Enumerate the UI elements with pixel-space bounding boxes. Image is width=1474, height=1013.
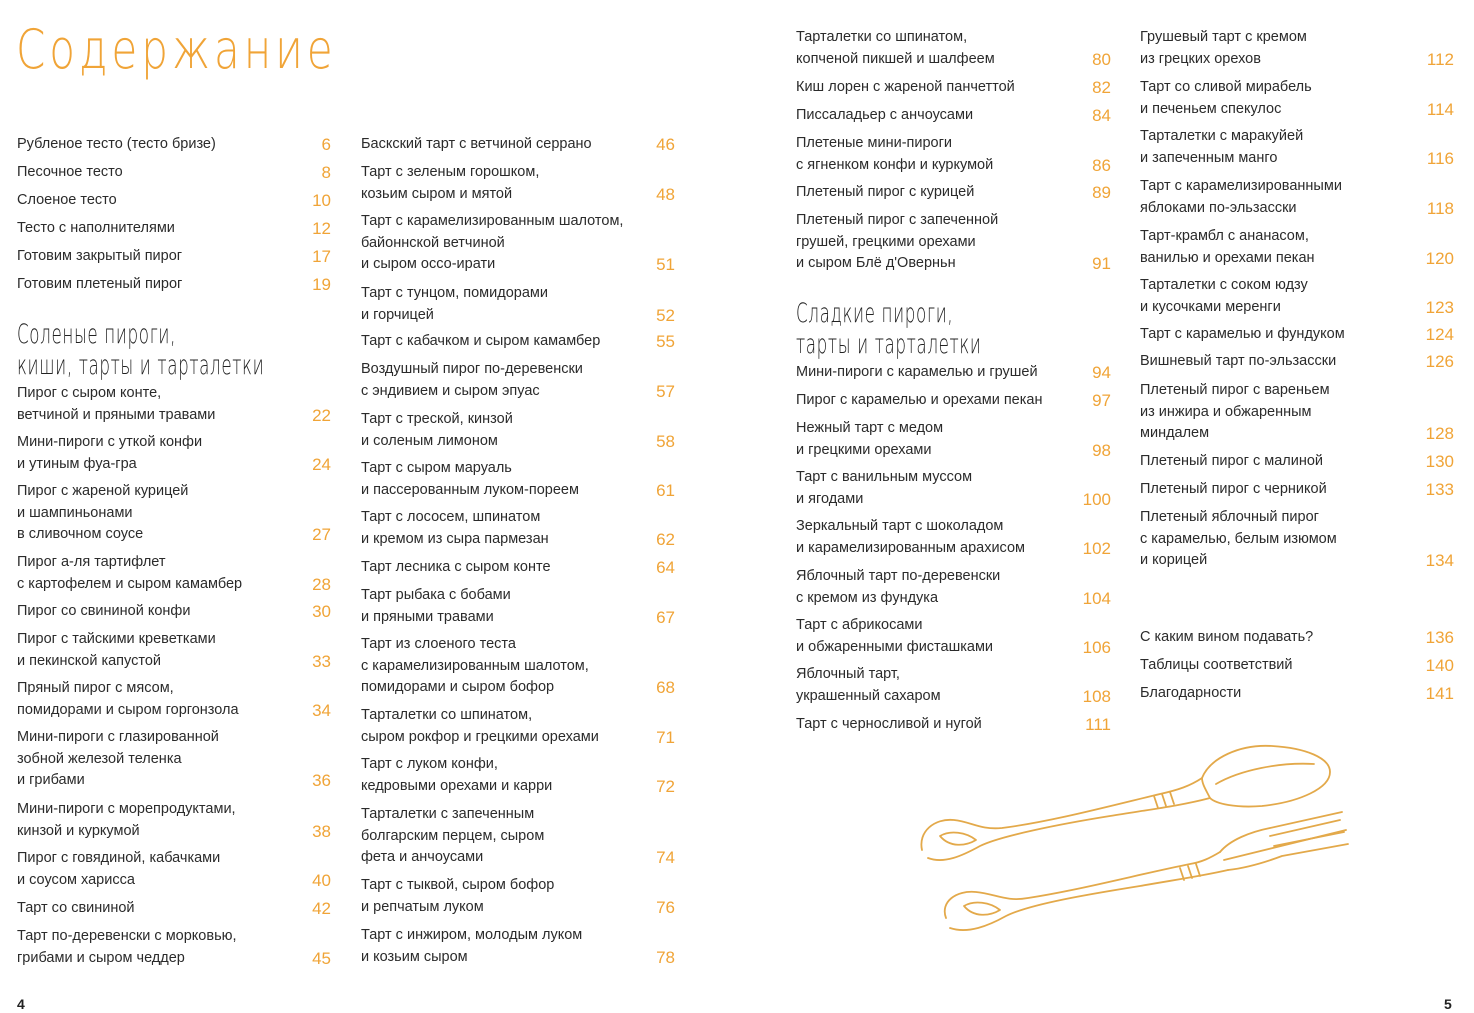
section-title-line: киши, тарты и тарталетки — [17, 350, 265, 381]
toc-entry — [17, 432, 331, 475]
toc-entry-title-line: Яблочный тарт, — [796, 666, 900, 682]
toc-entry — [17, 727, 331, 792]
toc-entry — [796, 105, 1111, 127]
toc-entry-page-number: 6 — [321, 135, 331, 154]
toc-entry-title-line: болгарским перцем, сыром — [361, 827, 545, 844]
toc-entry — [796, 714, 1111, 736]
toc-entry-page-number: 74 — [656, 848, 675, 868]
toc-entry-page-number: 22 — [312, 405, 331, 425]
toc-entry-page-number: 120 — [1425, 248, 1454, 268]
toc-entry-page-number: 58 — [656, 431, 675, 451]
toc-entry-title-line: Писсаладьер с анчоусами — [796, 107, 974, 123]
toc-entry — [796, 133, 1111, 176]
toc-entry — [1140, 683, 1454, 705]
toc-entry — [361, 634, 675, 699]
toc-entry-title-line: Тарт рыбака с бобами — [361, 587, 511, 603]
toc-entry-page-number: 71 — [656, 727, 675, 747]
toc-entry-title-line: и корицей — [1140, 552, 1208, 569]
toc-entry — [361, 211, 675, 276]
section-title-savory — [17, 319, 264, 381]
toc-entry — [1140, 479, 1454, 501]
toc-entry-page-number: 136 — [1425, 628, 1454, 647]
toc-entry — [796, 418, 1111, 461]
toc-entry-title-line: Тарт с треской, кинзой — [361, 411, 513, 427]
toc-entry-title-line: Мини-пироги с уткой конфи — [17, 434, 203, 450]
toc-entry-title-line: Вишневый тарт по-эльзасски — [1140, 353, 1337, 369]
section-title-sweet — [796, 298, 982, 360]
toc-entry — [361, 507, 675, 550]
toc-entry-title-line: Тарт с черносливой и нугой — [796, 716, 982, 732]
toc-entry-title-line: яблоками по-эльзасски — [1140, 199, 1297, 216]
toc-entry — [17, 246, 331, 268]
toc-entry-page-number: 118 — [1426, 198, 1454, 218]
toc-entry-title-line: Тарталетки с соком юдзу — [1140, 277, 1308, 293]
toc-entry — [1140, 351, 1454, 373]
toc-entry-title-line: Тарт с карамелизированным шалотом, — [361, 213, 624, 229]
section-title-line: Соленые пироги, — [17, 319, 177, 350]
page-title: Содержание — [16, 18, 337, 81]
toc-entry — [796, 390, 1111, 412]
toc-entry-title-line: Тарт с карамелизированными — [1140, 178, 1342, 194]
toc-entry-title-line: и кремом из сыра пармезан — [361, 530, 549, 547]
toc-entry-title-line: Плетеный пирог с вареньем — [1140, 382, 1330, 398]
toc-entry — [17, 274, 331, 296]
page-number-right: 5 — [1444, 996, 1452, 1012]
toc-entry-page-number: 116 — [1426, 148, 1454, 168]
toc-entry-page-number: 124 — [1425, 325, 1454, 344]
toc-entry-title-line: Тарт с зеленым горошком, — [361, 164, 540, 180]
toc-entry-title-line: в сливочном соусе — [17, 526, 144, 543]
toc-entry-page-number: 42 — [312, 899, 331, 918]
section-title-line: Сладкие пироги, — [796, 298, 954, 329]
toc-entry-page-number: 98 — [1092, 440, 1111, 460]
toc-entry-page-number: 36 — [312, 771, 331, 791]
toc-entry-title-line: Таблицы соответствий — [1140, 657, 1293, 673]
toc-entry-title-line: с картофелем и сыром камамбер — [17, 575, 243, 592]
toc-entry-page-number: 64 — [656, 558, 675, 577]
toc-entry-page-number: 91 — [1092, 254, 1111, 274]
toc-entry — [17, 629, 331, 672]
toc-entry — [361, 458, 675, 501]
toc-entry — [17, 162, 331, 184]
toc-entry-page-number: 104 — [1082, 588, 1111, 608]
toc-entry — [1140, 380, 1454, 445]
toc-entry — [17, 190, 331, 212]
toc-entry-page-number: 126 — [1425, 352, 1454, 371]
toc-entry-title-line: и печеньем спекулос — [1140, 100, 1282, 117]
toc-entry — [796, 566, 1111, 609]
toc-entry — [1140, 77, 1454, 120]
toc-entry — [17, 678, 331, 721]
toc-entry-title-line: и сыром Блё д'Оверньн — [796, 255, 956, 272]
toc-entry — [361, 585, 675, 628]
toc-entry-title-line: ветчиной и пряными травами — [17, 406, 216, 423]
toc-entry-title-line: Тарт по-деревенски с морковью, — [17, 928, 237, 944]
toc-entry-page-number: 86 — [1092, 155, 1111, 175]
toc-entry-page-number: 111 — [1085, 715, 1111, 734]
toc-entry-title-line: помидорами и сыром горгонзола — [17, 701, 239, 718]
toc-entry-title-line: помидорами и сыром бофор — [361, 679, 555, 696]
toc-entry-page-number: 10 — [312, 191, 331, 210]
toc-entry-title-line: Тарт с луком конфи, — [361, 756, 498, 772]
toc-entry-page-number: 40 — [312, 870, 331, 890]
toc-entry-title-line: кинзой и куркумой — [17, 822, 140, 839]
toc-entry-title-line: кедровыми орехами и карри — [361, 777, 553, 794]
toc-entry — [1140, 451, 1454, 473]
toc-entry — [1140, 655, 1454, 677]
toc-entry-page-number: 97 — [1092, 391, 1111, 410]
toc-entry-title-line: Мини-пироги с морепродуктами, — [17, 801, 236, 817]
toc-entry-title-line: и сыром оссо-ирати — [361, 256, 496, 273]
toc-entry — [361, 754, 675, 797]
toc-entry-page-number: 28 — [312, 574, 331, 594]
toc-entry-page-number: 67 — [656, 607, 675, 627]
toc-entry-title-line: грибами и сыром чеддер — [17, 949, 185, 966]
toc-entry-title-line: Тарт с кабачком и сыром камамбер — [361, 333, 601, 349]
toc-entry — [796, 182, 1111, 204]
toc-entry-page-number: 38 — [312, 821, 331, 841]
toc-entry-page-number: 102 — [1082, 538, 1111, 558]
toc-entry-page-number: 17 — [312, 247, 331, 266]
cutlery-illustration — [910, 740, 1350, 970]
toc-entry-title-line: с кремом из фундука — [796, 589, 939, 606]
toc-entry — [17, 218, 331, 240]
toc-entry-title-line: Плетеный яблочный пирог — [1140, 509, 1319, 525]
toc-entry-page-number: 61 — [656, 480, 675, 500]
toc-entry — [361, 875, 675, 918]
toc-entry-title-line: Тарт с ванильным муссом — [796, 469, 973, 485]
toc-entry-title-line: и утиным фуа-гра — [17, 455, 137, 472]
toc-entry — [796, 467, 1111, 510]
toc-entry-title-line: и козьим сыром — [361, 948, 468, 965]
toc-entry — [17, 481, 331, 546]
toc-entry — [1140, 27, 1454, 70]
toc-entry — [361, 557, 675, 579]
toc-entry-title-line: зобной железой теленка — [17, 750, 182, 767]
toc-entry-title-line: Готовим закрытый пирог — [17, 248, 183, 264]
toc-entry-title-line: фета и анчоусами — [361, 849, 484, 866]
toc-entry — [1140, 507, 1454, 572]
toc-entry-page-number: 89 — [1092, 183, 1111, 202]
toc-entry — [361, 359, 675, 402]
toc-entry-title-line: и кусочками меренги — [1140, 298, 1281, 315]
toc-entry-title-line: сыром рокфор и грецкими орехами — [361, 728, 599, 745]
toc-entry — [796, 27, 1111, 70]
toc-entry — [361, 409, 675, 452]
toc-entry-page-number: 72 — [656, 776, 675, 796]
toc-entry — [17, 134, 331, 156]
toc-entry-page-number: 27 — [312, 525, 331, 545]
toc-entry-title-line: Тарт с инжиром, молодым луком — [361, 927, 583, 943]
toc-entry-title-line: и соусом харисса — [17, 871, 135, 888]
toc-entry-title-line: Тесто с наполнителями — [17, 220, 175, 236]
toc-entry-page-number: 106 — [1082, 637, 1111, 657]
toc-entry-title-line: С каким вином подавать? — [1140, 629, 1314, 645]
toc-entry-title-line: Плетеный пирог с черникой — [1140, 481, 1327, 497]
toc-entry — [796, 77, 1111, 99]
toc-entry-title-line: и пекинской капустой — [17, 652, 162, 669]
toc-entry — [17, 848, 331, 891]
toc-entry-title-line: и ягодами — [796, 490, 864, 507]
toc-entry-page-number: 112 — [1426, 49, 1454, 69]
spoon-icon — [921, 746, 1330, 860]
toc-entry — [361, 925, 675, 968]
toc-entry-title-line: Пирог с сыром конте, — [17, 385, 162, 401]
toc-entry-title-line: из грецких орехов — [1140, 50, 1261, 67]
toc-entry-title-line: и соленым лимоном — [361, 432, 498, 449]
toc-entry-page-number: 108 — [1082, 686, 1111, 706]
toc-entry — [17, 552, 331, 595]
toc-entry-page-number: 45 — [312, 948, 331, 968]
toc-entry-title-line: Пряный пирог с мясом, — [17, 680, 174, 696]
toc-entry — [796, 362, 1111, 384]
toc-entry-title-line: Киш лорен с жареной панчеттой — [796, 79, 1015, 95]
toc-entry — [796, 664, 1111, 707]
toc-entry-title-line: и запеченным манго — [1140, 149, 1278, 166]
toc-entry-title-line: Слоеное тесто — [17, 192, 117, 208]
toc-entry-page-number: 51 — [656, 255, 675, 275]
toc-entry-title-line: Тарталетки со шпинатом, — [361, 707, 533, 723]
toc-entry-page-number: 123 — [1425, 297, 1454, 317]
toc-entry-title-line: с эндивием и сыром эпуас — [361, 382, 540, 399]
toc-entry — [796, 210, 1111, 275]
toc-entry-page-number: 34 — [312, 700, 331, 720]
toc-entry-title-line: ванилью и орехами пекан — [1140, 249, 1315, 266]
toc-entry — [1140, 275, 1454, 318]
toc-entry-title-line: Плетеный пирог с запеченной — [796, 212, 999, 228]
toc-entry-title-line: Пирог с жареной курицей — [17, 483, 189, 499]
toc-entry-title-line: Тарт с карамелью и фундуком — [1140, 326, 1345, 342]
toc-entry-page-number: 68 — [656, 678, 675, 698]
toc-entry-title-line: и грецкими орехами — [796, 441, 932, 458]
toc-entry-title-line: копченой пикшей и шалфеем — [796, 50, 995, 67]
toc-entry-title-line: Тарт с тунцом, помидорами — [361, 285, 548, 301]
toc-entry-title-line: из инжира и обжаренным — [1140, 403, 1312, 420]
toc-entry-title-line: Яблочный тарт по-деревенски — [796, 568, 1001, 584]
toc-entry-title-line: и карамелизированным арахисом — [796, 539, 1025, 556]
toc-entry-title-line: Плетеный пирог с малиной — [1140, 453, 1324, 469]
toc-entry-title-line: Рубленое тесто (тесто бризе) — [17, 136, 216, 152]
toc-entry-page-number: 62 — [656, 529, 675, 549]
toc-entry-title-line: миндалем — [1140, 425, 1210, 442]
toc-entry-title-line: Мини-пироги с карамелью и грушей — [796, 364, 1038, 380]
toc-entry — [361, 134, 675, 156]
toc-entry-title-line: и репчатым луком — [361, 898, 484, 915]
toc-entry-page-number: 12 — [312, 219, 331, 238]
toc-entry-title-line: Пирог с карамелью и орехами пекан — [796, 392, 1043, 408]
toc-entry — [1140, 176, 1454, 219]
toc-entry-title-line: Тарт с абрикосами — [796, 617, 923, 633]
toc-entry-page-number: 140 — [1425, 656, 1454, 675]
toc-entry-page-number: 80 — [1092, 49, 1111, 69]
toc-entry-title-line: и обжаренными фисташками — [796, 638, 994, 655]
toc-entry-page-number: 94 — [1092, 363, 1111, 382]
toc-entry-title-line: Пирог со свининой конфи — [17, 603, 191, 619]
toc-entry-title-line: Благодарности — [1140, 685, 1242, 701]
toc-entry-title-line: и пряными травами — [361, 608, 494, 625]
toc-entry — [361, 331, 675, 353]
page-number-left: 4 — [17, 996, 25, 1012]
toc-entry-title-line: Плетеные мини-пироги — [796, 135, 953, 151]
toc-entry-title-line: Тарт со свининой — [17, 900, 135, 916]
toc-entry-title-line: с карамелью, белым изюмом — [1140, 530, 1337, 547]
toc-entry-title-line: козьим сыром и мятой — [361, 185, 513, 202]
toc-entry — [17, 926, 331, 969]
toc-entry-page-number: 48 — [656, 184, 675, 204]
toc-entry-page-number: 84 — [1092, 106, 1111, 125]
toc-entry-title-line: Тарт с лососем, шпинатом — [361, 509, 541, 525]
toc-entry-title-line: Воздушный пирог по-деревенски — [361, 361, 583, 377]
toc-entry-title-line: Тарталетки со шпинатом, — [796, 29, 968, 45]
toc-entry — [796, 516, 1111, 559]
toc-entry-title-line: Тарталетки с маракуйей — [1140, 128, 1304, 144]
toc-entry-title-line: и пассерованным луком-пореем — [361, 481, 579, 498]
toc-entry-title-line: и горчицей — [361, 306, 434, 323]
toc-entry-title-line: и шампиньонами — [17, 504, 133, 521]
toc-entry-title-line: Нежный тарт с медом — [796, 420, 944, 436]
toc-entry-title-line: Тарталетки с запеченным — [361, 806, 535, 822]
toc-entry-page-number: 78 — [656, 947, 675, 967]
toc-entry-page-number: 19 — [312, 275, 331, 294]
section-title-line: тарты и тарталетки — [796, 329, 982, 360]
toc-entry-title-line: Тарт со сливой мирабель — [1140, 79, 1312, 95]
toc-entry-title-line: Зеркальный тарт с шоколадом — [796, 518, 1004, 534]
toc-entry-page-number: 82 — [1092, 78, 1111, 97]
toc-entry-page-number: 141 — [1425, 684, 1454, 703]
toc-entry-page-number: 55 — [656, 332, 675, 351]
toc-entry — [17, 898, 331, 920]
toc-entry — [1140, 226, 1454, 269]
toc-entry — [361, 804, 675, 869]
toc-entry-page-number: 128 — [1425, 424, 1454, 444]
toc-entry-title-line: Тарт из слоеного теста — [361, 636, 516, 652]
toc-entry-title-line: Пирог с тайскими креветками — [17, 631, 216, 647]
toc-entry-title-line: Пирог а-ля тартифлет — [17, 554, 166, 570]
toc-entry-title-line: украшенный сахаром — [796, 687, 941, 704]
toc-entry — [17, 383, 331, 426]
toc-entry-page-number: 133 — [1425, 480, 1454, 499]
toc-entry-page-number: 46 — [656, 135, 675, 154]
toc-entry-title-line: Тарт-крамбл с ананасом, — [1140, 228, 1309, 244]
toc-entry-title-line: Пирог с говядиной, кабачками — [17, 850, 221, 866]
toc-entry-page-number: 33 — [312, 651, 331, 671]
toc-entry-title-line: Мини-пироги с глазированной — [17, 729, 219, 745]
toc-entry-page-number: 30 — [312, 602, 331, 621]
toc-entry-title-line: с ягненком конфи и куркумой — [796, 156, 994, 173]
toc-entry — [361, 705, 675, 748]
toc-entry-title-line: Песочное тесто — [17, 164, 123, 180]
toc-entry-page-number: 57 — [656, 381, 675, 401]
toc-entry-title-line: байоннской ветчиной — [361, 234, 505, 251]
toc-entry-page-number: 24 — [312, 454, 331, 474]
toc-entry-title-line: и грибами — [17, 772, 85, 789]
toc-entry — [1140, 627, 1454, 649]
toc-entry-page-number: 100 — [1082, 489, 1111, 509]
toc-entry — [796, 615, 1111, 658]
toc-entry-title-line: с карамелизированным шалотом, — [361, 657, 589, 674]
toc-entry — [361, 162, 675, 205]
toc-entry-page-number: 130 — [1425, 452, 1454, 471]
toc-entry-title-line: Тарт с тыквой, сыром бофор — [361, 877, 555, 893]
toc-entry-page-number: 76 — [656, 897, 675, 917]
toc-entry — [361, 283, 675, 326]
toc-entry-title-line: Грушевый тарт с кремом — [1140, 29, 1307, 45]
toc-entry-title-line: Баскский тарт с ветчиной серрано — [361, 136, 592, 152]
toc-entry-title-line: Готовим плетеный пирог — [17, 276, 183, 292]
toc-entry-title-line: Тарт с сыром маруаль — [361, 460, 512, 476]
toc-entry-page-number: 52 — [656, 305, 675, 325]
toc-entry-title-line: Тарт лесника с сыром конте — [361, 559, 551, 575]
fork-icon — [945, 812, 1348, 930]
toc-entry-page-number: 114 — [1426, 99, 1454, 119]
toc-entry — [17, 799, 331, 842]
toc-entry-title-line: грушей, грецкими орехами — [796, 233, 976, 250]
toc-entry-page-number: 8 — [321, 163, 331, 182]
toc-entry — [1140, 126, 1454, 169]
toc-entry — [1140, 324, 1454, 346]
toc-entry-title-line: Плетеный пирог с курицей — [796, 184, 975, 200]
toc-entry-page-number: 134 — [1425, 551, 1454, 571]
toc-entry — [17, 601, 331, 623]
